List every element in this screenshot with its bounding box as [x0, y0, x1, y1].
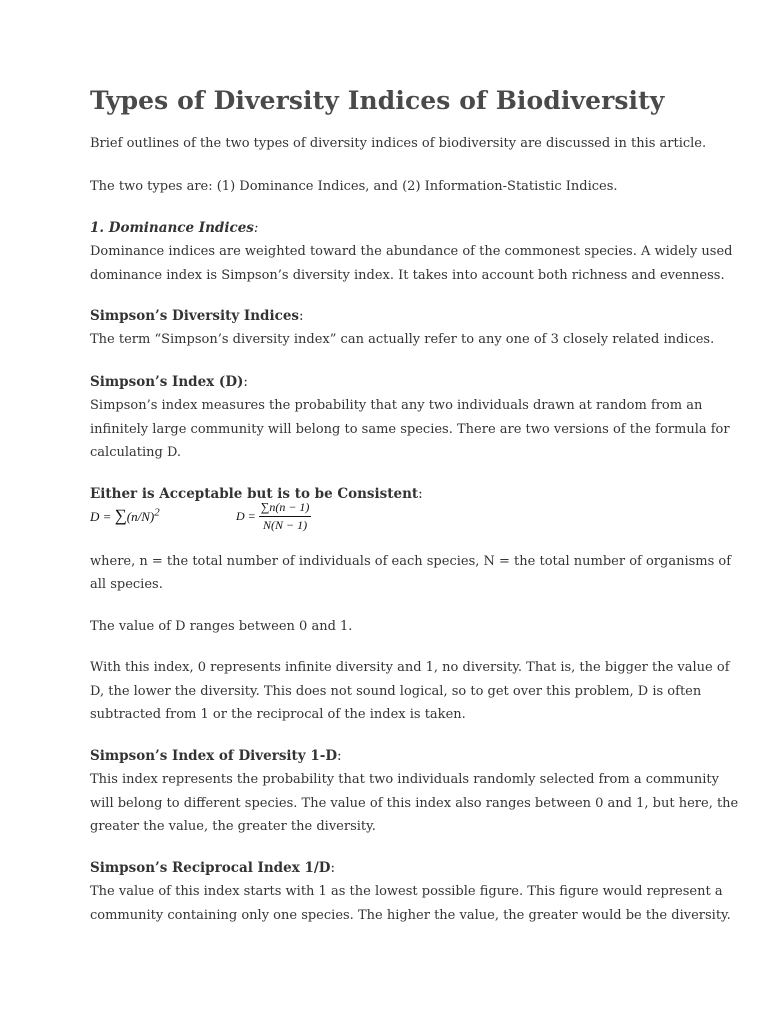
intro-paragraph: Brief outlines of the two types of diversity indices of biodiversity are discussed in this article. [90, 136, 707, 151]
dominance-text-line: Dominance indices are weighted toward the abundance of the commonest species. A widely used [90, 244, 733, 259]
reciprocal-text-line: The value of this index starts with 1 as the lowest possible figure. This figure would represent a [90, 884, 723, 899]
with-index-text-line: subtracted from 1 or the reciprocal of the index is taken. [90, 707, 466, 722]
index-1d-text-line: will belong to different species. The value of this index also ranges between 0 and 1, but here, the [90, 796, 739, 811]
page-title: Types of Diversity Indices of Biodiversity [90, 86, 665, 115]
index-1d-heading: Simpson’s Index of Diversity 1-D: [90, 748, 342, 764]
simpsons-index-d-text-line: infinitely large community will belong to same species. There are two versions of the formula for [90, 422, 730, 437]
simpsons-diversity-text: The term “Simpson’s diversity index” can actually refer to any one of 3 closely related indices. [90, 332, 715, 347]
simpsons-index-d-heading: Simpson’s Index (D): [90, 374, 248, 390]
with-index-text-line: D, the lower the diversity. This does not sound logical, so to get over this problem, D is often [90, 684, 702, 699]
simpsons-index-d-text-line: calculating D. [90, 445, 182, 460]
where-text-line: where, n = the total number of individuals of each species, N = the total number of organisms of [90, 554, 732, 569]
reciprocal-text-line: community containing only one species. The higher the value, the greater would be the diversity. [90, 908, 731, 923]
dominance-text-line: dominance index is Simpson’s diversity index. It takes into account both richness and evenness. [90, 268, 725, 283]
range-paragraph: The value of D ranges between 0 and 1. [90, 619, 353, 634]
either-heading: Either is Acceptable but is to be Consistent: [90, 486, 423, 502]
index-1d-text-line: This index represents the probability that two individuals randomly selected from a community [90, 772, 719, 787]
simpson-formula-squared: $D = \sum(n/N)^2$ [90, 506, 160, 525]
simpsons-index-d-text-line: Simpson’s index measures the probability that any two individuals drawn at random from an [90, 398, 703, 413]
dominance-heading: 1. Dominance Indices: [90, 220, 259, 236]
simpsons-diversity-heading: Simpson’s Diversity Indices: [90, 308, 304, 324]
reciprocal-heading: Simpson’s Reciprocal Index 1/D: [90, 860, 336, 876]
types-paragraph: The two types are: (1) Dominance Indices, and (2) Information-Statistic Indices. [90, 179, 618, 194]
simpson-formula-fraction: D = $\frac{\sum n(n - 1)}{N(N - 1)}$ [236, 500, 310, 532]
with-index-text-line: With this index, 0 represents infinite diversity and 1, no diversity. That is, the bigger the value of [90, 660, 730, 675]
where-text-line: all species. [90, 577, 163, 592]
index-1d-text-line: greater the value, the greater the diversity. [90, 819, 376, 834]
